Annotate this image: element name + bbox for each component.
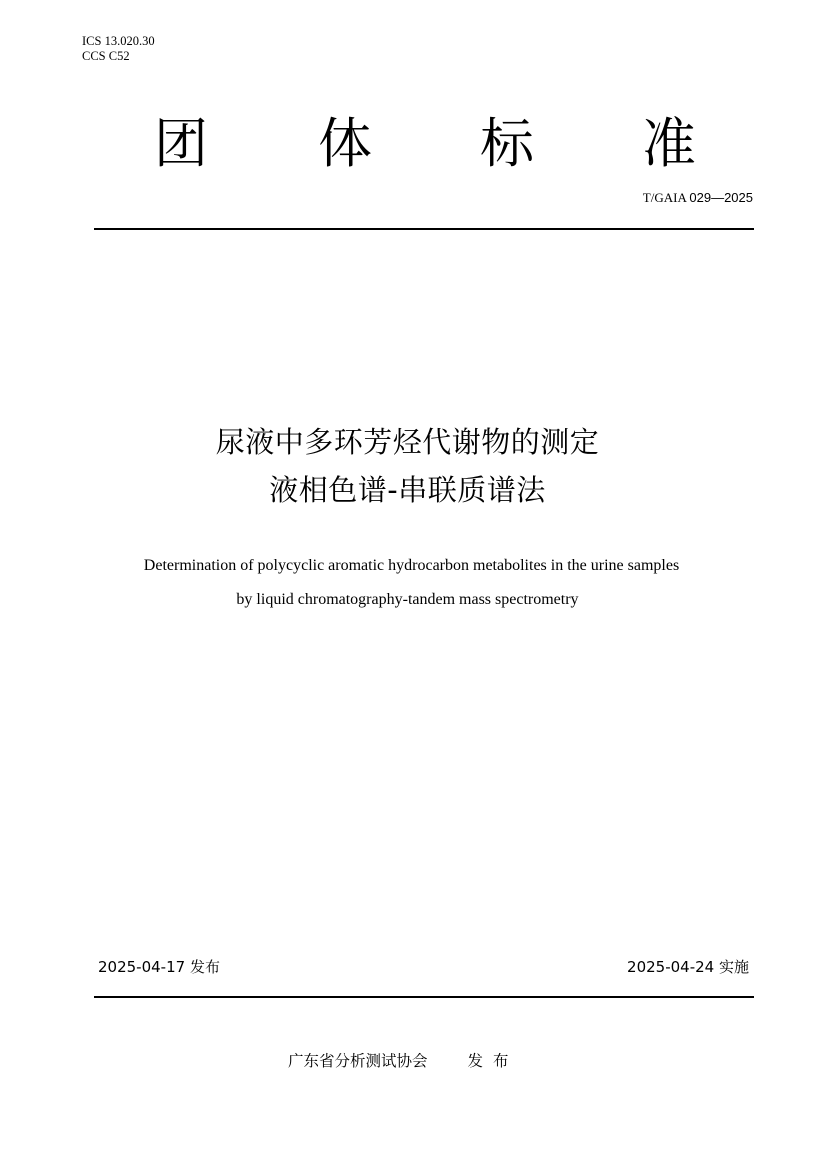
english-title-line-1: Determination of polycyclic aromatic hydrocarbon metabolites in the urine samples — [143, 557, 680, 574]
publisher-organization: 广东省分析测试协会 — [288, 1052, 428, 1070]
publish-date: 2025-04-17 发布 — [98, 958, 220, 976]
chinese-title-line-1: 尿液中多环芳烃代谢物的测定 — [215, 425, 600, 459]
standard-type-char: 标 — [480, 112, 534, 175]
top-divider — [94, 228, 754, 230]
implementation-date: 2025-04-24 实施 — [627, 958, 749, 976]
standard-type-heading — [0, 112, 815, 182]
bottom-divider — [94, 996, 754, 998]
standard-type-char: 准 — [642, 112, 696, 175]
standard-number-prefix: T/GAIA — [642, 190, 690, 205]
ccs-code: CCS C52 — [82, 49, 130, 63]
publisher-action: 发布 — [467, 1052, 519, 1070]
standard-type-char: 体 — [318, 112, 372, 175]
standard-type-char: 团 — [154, 112, 208, 175]
standard-number — [643, 190, 753, 206]
english-title-line-2: by liquid chromatography-tandem mass spectrometry — [236, 591, 579, 608]
ics-code: ICS 13.020.30 — [82, 34, 155, 48]
classification-codes — [82, 34, 155, 64]
standard-number-value: 029—2025 — [689, 190, 753, 205]
chinese-title-line-2: 液相色谱-串联质谱法 — [269, 473, 546, 507]
publisher-line — [288, 1049, 519, 1071]
